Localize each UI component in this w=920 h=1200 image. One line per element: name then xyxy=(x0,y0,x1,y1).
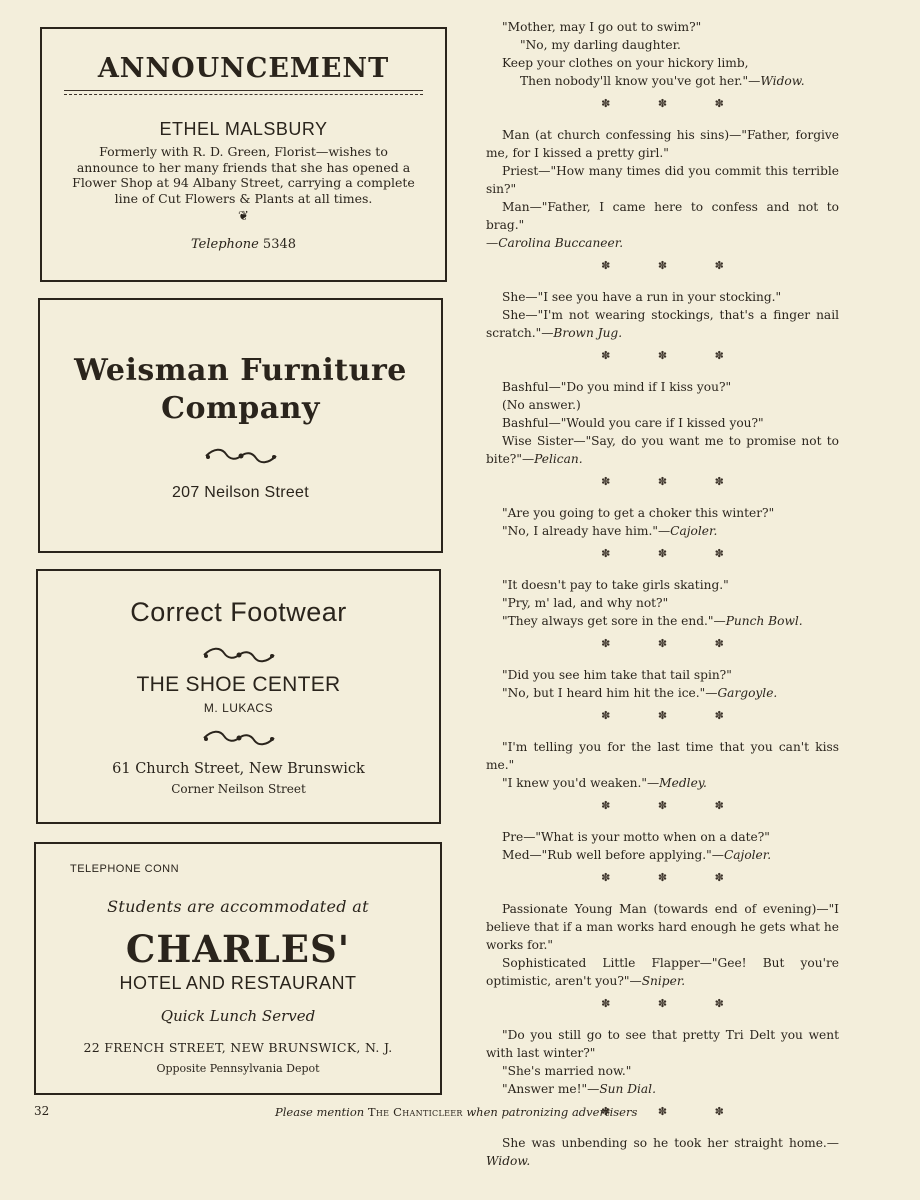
joke-line: Bashful—"Would you care if I kissed you?" xyxy=(502,416,764,430)
flourish-ornament-icon xyxy=(38,728,439,750)
florist-name: ETHEL MALSBURY xyxy=(159,119,328,139)
joke-line: Pre—"What is your motto when on a date?" xyxy=(502,830,770,844)
joke-line: "Are you going to get a choker this winter?" xyxy=(502,506,775,520)
weisman-ad xyxy=(38,298,443,553)
joke-source: Gargoyle. xyxy=(717,686,778,700)
shoe-address: 61 Church Street, New Brunswick xyxy=(112,761,365,777)
jokes-column xyxy=(486,18,839,1170)
joke-line: Med—"Rub well before applying."—Cajoler. xyxy=(502,848,772,862)
joke-line: "Pry, m' lad, and why not?" xyxy=(502,596,669,610)
joke-7 xyxy=(486,666,839,702)
separator-ornament-icon: ✽ ✽ ✽ xyxy=(601,547,746,560)
leaf-ornament-icon: ❦ xyxy=(238,209,249,224)
joke-line: "I knew you'd weaken."—Medley. xyxy=(502,776,707,790)
announcement-body: Formerly with R. D. Green, Florist—wishes to announce to her many friends that she has opened a Flower Shop at 94 Albany Street, carrying a complete line of Cut Flowers & Plants at all times. xyxy=(72,144,415,206)
announcement-ad xyxy=(40,27,447,282)
joke-line: "It doesn't pay to take girls skating." xyxy=(502,578,729,592)
charles-address: 22 FRENCH STREET, NEW BRUNSWICK, N. J. xyxy=(83,1040,393,1055)
joke-2 xyxy=(486,126,839,252)
joke-line: Keep your clothes on your hickory limb, xyxy=(502,56,749,70)
joke-line: "No, but I heard him hit the ice."—Gargoyle. xyxy=(502,686,778,700)
joke-line: Wise Sister—"Say, do you want me to promise not to bite?"—Pelican. xyxy=(486,434,839,466)
flourish-ornament-icon xyxy=(40,446,441,468)
flourish-ornament-icon xyxy=(38,645,439,667)
separator-ornament-icon: ✽ ✽ ✽ xyxy=(601,97,746,110)
joke-line: Then nobody'll know you've got her."—Widow. xyxy=(520,74,805,88)
charles-phone: TELEPHONE CONN xyxy=(70,863,180,875)
joke-11 xyxy=(486,1026,839,1098)
joke-line: She was unbending so he took her straight home.—Widow. xyxy=(486,1136,839,1168)
joke-12 xyxy=(486,1134,839,1170)
joke-line: "No, my darling daughter. xyxy=(520,38,681,52)
joke-line: (No answer.) xyxy=(502,398,581,412)
joke-3 xyxy=(486,288,839,342)
separator-ornament-icon: ✽ ✽ ✽ xyxy=(601,637,746,650)
page-number: 32 xyxy=(34,1104,50,1118)
joke-line: Passionate Young Man (towards end of evening)—"I believe that if a man works hard enough he gets what he works for." xyxy=(486,902,839,952)
announcement-phone xyxy=(42,237,445,252)
shoe-corner: Corner Neilson Street xyxy=(171,782,306,796)
phone-label: Telephone xyxy=(190,237,259,252)
charles-hotel-ad xyxy=(34,842,442,1095)
shoe-owner: M. LUKACS xyxy=(203,701,274,715)
weisman-title xyxy=(40,352,441,428)
joke-line: "No, I already have him."—Cajoler. xyxy=(502,524,718,538)
shoe-store-name: THE SHOE CENTER xyxy=(136,673,341,696)
separator-ornament-icon: ✽ ✽ ✽ xyxy=(601,709,746,722)
charles-hotel: HOTEL AND RESTAURANT xyxy=(119,973,357,993)
charles-name: CHARLES' xyxy=(125,927,351,971)
joke-line: Bashful—"Do you mind if I kiss you?" xyxy=(502,380,732,394)
separator-ornament-icon: ✽ ✽ ✽ xyxy=(601,259,746,272)
joke-5 xyxy=(486,504,839,540)
joke-line: "Answer me!"—Sun Dial. xyxy=(502,1082,656,1096)
joke-source: Medley. xyxy=(659,776,707,790)
joke-source: Widow. xyxy=(486,1154,531,1168)
joke-line: She—"I see you have a run in your stocking." xyxy=(502,290,782,304)
joke-line: Priest—"How many times did you commit this terrible sin?" xyxy=(486,164,839,196)
joke-source: Punch Bowl. xyxy=(725,614,803,628)
joke-line: Man (at church confessing his sins)—"Father, forgive me, for I kissed a pretty girl." xyxy=(486,128,839,160)
separator-ornament-icon: ✽ ✽ ✽ xyxy=(601,349,746,362)
joke-source: —Carolina Buccaneer. xyxy=(486,236,624,250)
joke-8 xyxy=(486,738,839,792)
joke-1 xyxy=(486,18,839,90)
separator-ornament-icon: ✽ ✽ ✽ xyxy=(601,799,746,812)
joke-9 xyxy=(486,828,839,864)
phone-number: 5348 xyxy=(262,237,297,252)
joke-line: Sophisticated Little Flapper—"Gee! But you're optimistic, aren't you?"—Sniper. xyxy=(486,956,839,988)
joke-source: Brown Jug. xyxy=(553,326,623,340)
announcement-title: ANNOUNCEMENT xyxy=(97,53,390,84)
footer-note: Please mention The Chanticleer when patronizing advertisers xyxy=(275,1105,638,1119)
joke-source: Sniper. xyxy=(641,974,686,988)
joke-4 xyxy=(486,378,839,468)
joke-line: "Did you see him take that tail spin?" xyxy=(502,668,732,682)
joke-6 xyxy=(486,576,839,630)
joke-10 xyxy=(486,900,839,990)
joke-source: Sun Dial. xyxy=(599,1082,656,1096)
separator-ornament-icon: ✽ ✽ ✽ xyxy=(601,475,746,488)
separator-ornament-icon: ✽ ✽ ✽ xyxy=(601,1105,746,1118)
separator-ornament-icon: ✽ ✽ ✽ xyxy=(601,871,746,884)
joke-line: "She's married now." xyxy=(502,1064,632,1078)
charles-lunch: Quick Lunch Served xyxy=(160,1007,316,1025)
weisman-title-line2: Company xyxy=(161,391,320,426)
weisman-address: 207 Neilson Street xyxy=(171,484,310,501)
publication-name: The Chanticleer xyxy=(367,1105,463,1119)
joke-source: Cajoler. xyxy=(723,848,772,862)
charles-opposite: Opposite Pennsylvania Depot xyxy=(156,1062,320,1075)
joke-source: Cajoler. xyxy=(670,524,718,538)
title-rule xyxy=(64,90,423,95)
shoe-center-ad xyxy=(36,569,441,824)
joke-line: Man—"Father, I came here to confess and not to brag." xyxy=(486,200,839,232)
shoe-title: Correct Footwear xyxy=(130,597,347,627)
joke-source: Widow. xyxy=(760,74,805,88)
joke-line: "I'm telling you for the last time that you can't kiss me." xyxy=(486,740,839,772)
joke-line: "They always get sore in the end."—Punch Bowl. xyxy=(502,614,803,628)
joke-source: Pelican. xyxy=(534,452,583,466)
charles-students-line: Students are accommodated at xyxy=(107,897,369,916)
weisman-title-line1: Weisman Furniture xyxy=(74,353,407,388)
joke-line: "Mother, may I go out to swim?" xyxy=(502,20,702,34)
separator-ornament-icon: ✽ ✽ ✽ xyxy=(601,997,746,1010)
joke-line: She—"I'm not wearing stockings, that's a finger nail scratch."—Brown Jug. xyxy=(486,308,839,340)
joke-line: "Do you still go to see that pretty Tri Delt you went with last winter?" xyxy=(486,1028,839,1060)
